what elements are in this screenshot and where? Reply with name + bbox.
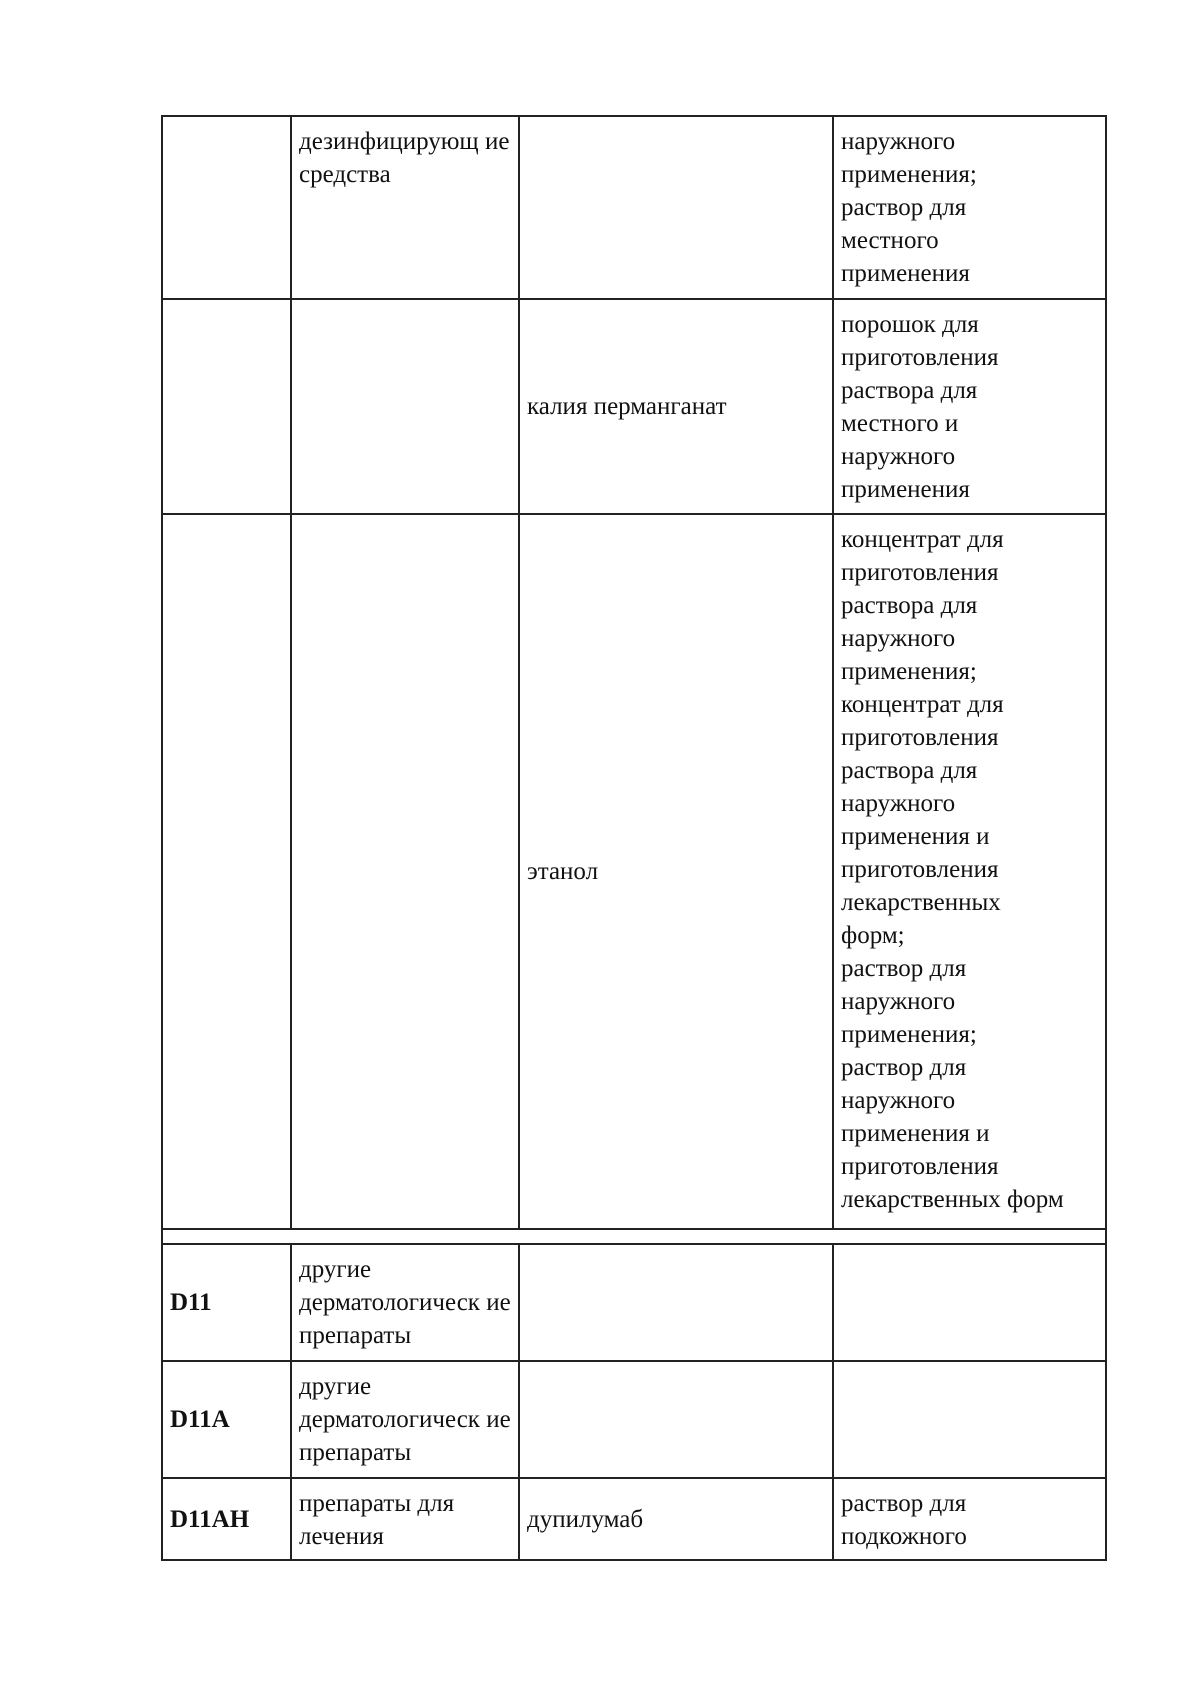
dosage-form-cell: концентрат для приготовления раствора для наружного применения; концентрат для приготовления раствора для наружного применения и приготовления лекарственных форм; раствор для наружного применения; раствор для наружного применения и приготовления лекарственных форм: [833, 514, 1106, 1229]
table-row: [162, 514, 1106, 1229]
atc-code-cell: D11AH: [162, 1478, 291, 1560]
group-name-cell: [291, 299, 519, 514]
substance-cell: [519, 1361, 833, 1478]
dosage-form-cell: [833, 1244, 1106, 1361]
table-row: [162, 1478, 1106, 1560]
dosage-form-cell: наружного применения; раствор для местного применения: [833, 116, 1106, 299]
atc-code-cell: [162, 116, 291, 299]
group-name-cell: дезинфицирующ ие средства: [291, 116, 519, 299]
table-divider: [162, 1229, 1106, 1244]
medication-table: [161, 115, 1107, 1561]
substance-cell: дупилумаб: [519, 1478, 833, 1560]
atc-code-cell: [162, 299, 291, 514]
dosage-form-cell: раствор для подкожного: [833, 1478, 1106, 1560]
substance-cell: [519, 1244, 833, 1361]
atc-code-cell: D11: [162, 1244, 291, 1361]
dosage-form-cell: порошок для приготовления раствора для местного и наружного применения: [833, 299, 1106, 514]
substance-cell: калия перманганат: [519, 299, 833, 514]
group-name-cell: препараты для лечения: [291, 1478, 519, 1560]
substance-cell: этанол: [519, 514, 833, 1229]
dosage-form-cell: [833, 1361, 1106, 1478]
group-name-cell: [291, 514, 519, 1229]
table-row: [162, 116, 1106, 299]
substance-cell: [519, 116, 833, 299]
table-row: [162, 1361, 1106, 1478]
group-name-cell: другие дерматологическ ие препараты: [291, 1244, 519, 1361]
group-name-cell: другие дерматологическ ие препараты: [291, 1361, 519, 1478]
table-row: [162, 1244, 1106, 1361]
table-row: [162, 299, 1106, 514]
table-divider-row: [162, 1229, 1106, 1244]
atc-code-cell: [162, 514, 291, 1229]
atc-code-cell: D11A: [162, 1361, 291, 1478]
